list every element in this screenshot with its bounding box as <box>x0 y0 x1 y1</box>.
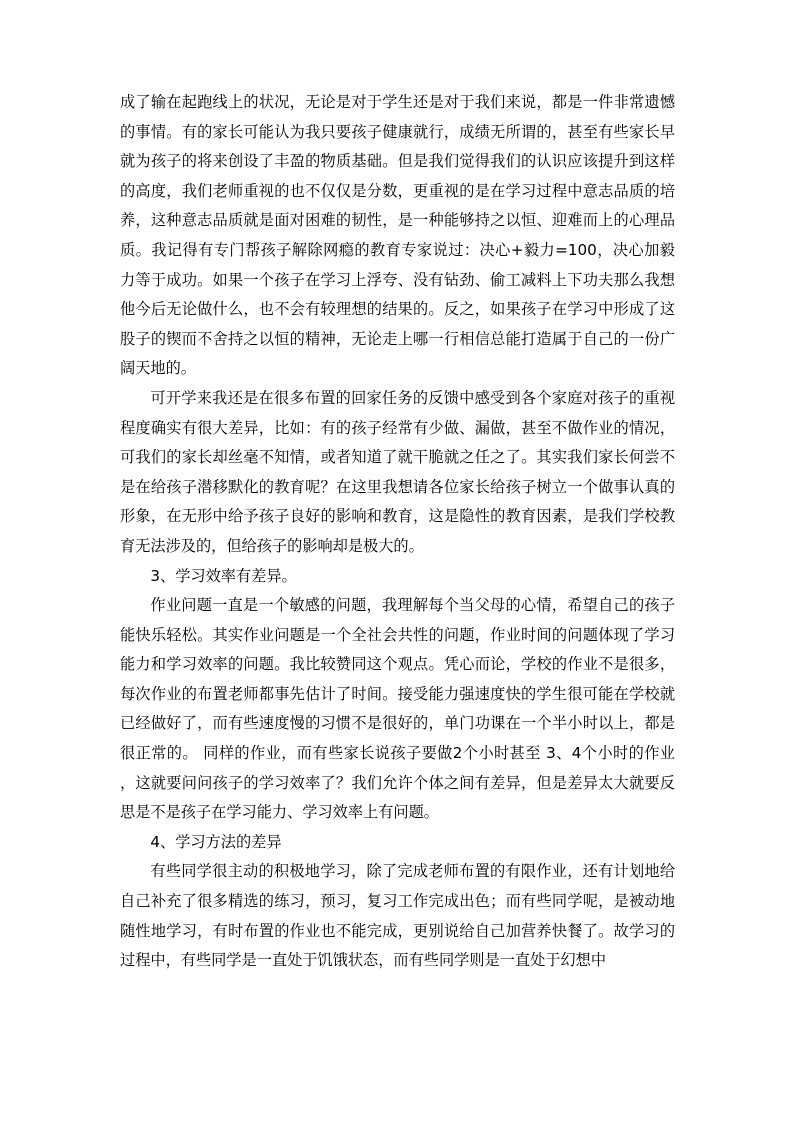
paragraph-learning-methods: 有些同学很主动的积极地学习，除了完成老师布置的有限作业，还有计划地给自己补充了很多精选的练习，预习，复习工作完成出色；而有些同学呢，是被动地随性地学习，有时布置的作业也不能完成，更别说给自己加营养快餐了。故学习的过程中，有些同学是一直处于饥饿状态，而有些同学则是一直处于幻想中 <box>120 862 675 970</box>
paragraph-family-attention: 可开学来我还是在很多布置的回家任务的反馈中感受到各个家庭对孩子的重视程度确实有很大差异，比如：有的孩子经常有少做、漏做，甚至不做作业的情况，可我们的家长却丝毫不知情，或者知道了就干脆就之任之了。其实我们家长何尝不是在给孩子潜移默化的教育呢？在这里我想请各位家长给孩子树立一个做事认真的形象，在无形中给予孩子良好的影响和教育，这是隐性的教育因素，是我们学校教育无法涉及的，但给孩子的影响却是极大的。 <box>120 388 675 555</box>
paragraph-continued: 成了输在起跑线上的状况，无论是对于学生还是对于我们来说，都是一件非常遗憾的事情。有的家长可能认为我只要孩子健康就行，成绩无所谓的，甚至有些家长早就为孩子的将来创设了丰盈的物质基础。但是我们觉得我们的认识应该提升到这样的高度，我们老师重视的也不仅仅是分数，更重视的是在学习过程中意志品质的培养，这种意志品质就是面对困难的韧性，是一种能够持之以恒、迎难而上的心理品质。我记得有专门帮孩子解除网瘾的教育专家说过：决心+毅力=100，决心加毅力等于成功。如果一个孩子在学习上浮夸、没有钻劲、偷工减料上下功夫那么我想他今后无论做什么，也不会有较理想的结果的。反之，如果孩子在学习中形成了这股子的锲而不舍持之以恒的精神，无论走上哪一行相信总能打造属于自己的一份广阔天地的。 <box>120 93 675 378</box>
paragraph-homework-efficiency: 作业问题一直是一个敏感的问题，我理解每个当父母的心情，希望自己的孩子能快乐轻松。其实作业问题是一个全社会共性的问题，作业时间的问题体现了学习能力和学习效率的问题。我比较赞同这个观点。凭心而论，学校的作业不是很多，每次作业的布置老师都事先估计了时间。接受能力强速度快的学生很可能在学校就已经做好了，而有些速度慢的习惯不是很好的，单门功课在一个半小时以上，都是很正常的。 同样的作业，而有些家长说孩子要做2个小时甚至 3、4个小时的作业，这就要问问孩子的学习效率了？我们允许个体之间有差异，但是差异太大就要反思是不是孩子在学习能力、学习效率上有问题。 <box>120 596 675 822</box>
section-heading-methods: 4、学习方法的差异 <box>150 832 282 851</box>
section-heading-efficiency: 3、学习效率有差异。 <box>150 566 297 585</box>
document-body <box>120 88 675 976</box>
